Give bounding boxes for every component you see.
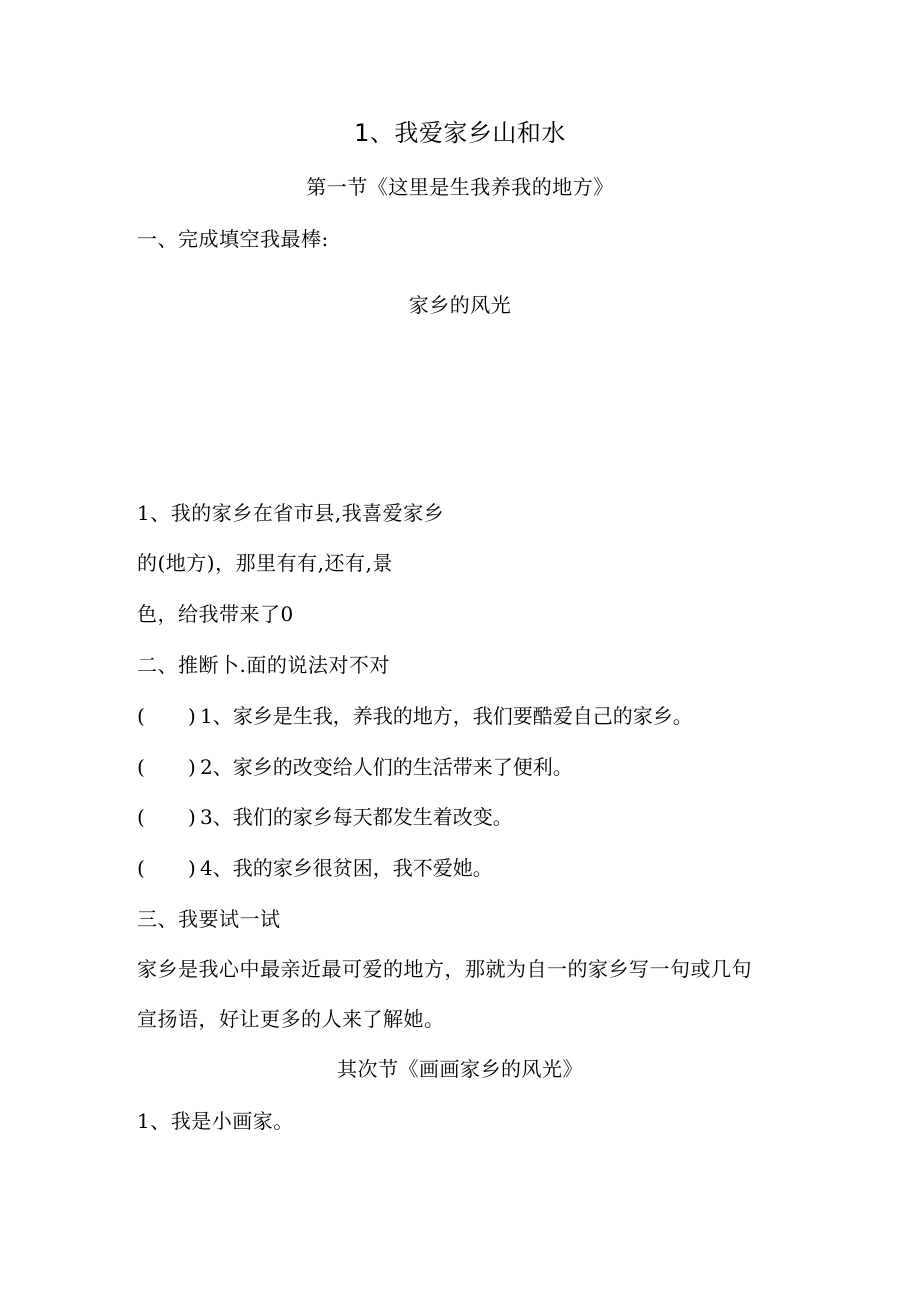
answer-paren-open: ( — [137, 755, 145, 779]
picture-caption: 家乡的风光 — [408, 293, 512, 317]
answer-paren-open: ( — [137, 856, 145, 880]
fill-line-2: 的(地方)，那里有有,还有,景 — [137, 551, 393, 575]
judgement-text: 3、我们的家乡每天都发生着改变。 — [200, 805, 513, 829]
answer-paren-close: ) — [188, 755, 196, 779]
fill-line-3: 色，给我带来了0 — [137, 602, 294, 626]
judgement-item-4 — [0, 855, 920, 881]
section1-title: 第一节《这里是生我养我的地方》 — [306, 175, 614, 199]
judgement-item-1 — [0, 703, 920, 729]
judgement-text: 4、我的家乡很贫困，我不爱她。 — [200, 856, 493, 880]
judgement-text: 2、家乡的改变给人们的生活带来了便利。 — [200, 755, 573, 779]
part1-heading: 一、完成填空我最棒: — [137, 227, 329, 251]
answer-paren-close: ) — [188, 856, 196, 880]
answer-paren-close: ) — [188, 805, 196, 829]
part2-heading: 二、推断卜.面的说法对不对 — [137, 653, 390, 677]
part3-line-1: 家乡是我心中最亲近最可爱的地方，那就为自一的家乡写一句或几句 — [137, 957, 752, 981]
answer-paren-open: ( — [137, 704, 145, 728]
answer-paren-open: ( — [137, 805, 145, 829]
section2-title: 其次节《画画家乡的风光》 — [337, 1057, 583, 1081]
judgement-item-3 — [0, 804, 920, 830]
section2-item-1: 1、我是小画家。 — [137, 1109, 294, 1133]
judgement-text: 1、家乡是生我，养我的地方，我们要酷爱自己的家乡。 — [200, 704, 693, 728]
document-title: 1、我爱家乡山和水 — [354, 119, 566, 147]
judgement-item-2 — [0, 754, 920, 780]
part3-heading: 三、我要试一试 — [137, 907, 281, 931]
fill-line-1: 1、我的家乡在省市县,我喜爱家乡 — [137, 501, 445, 525]
part3-line-2: 宣扬语，好让更多的人来了解她。 — [137, 1007, 445, 1031]
answer-paren-close: ) — [188, 704, 196, 728]
